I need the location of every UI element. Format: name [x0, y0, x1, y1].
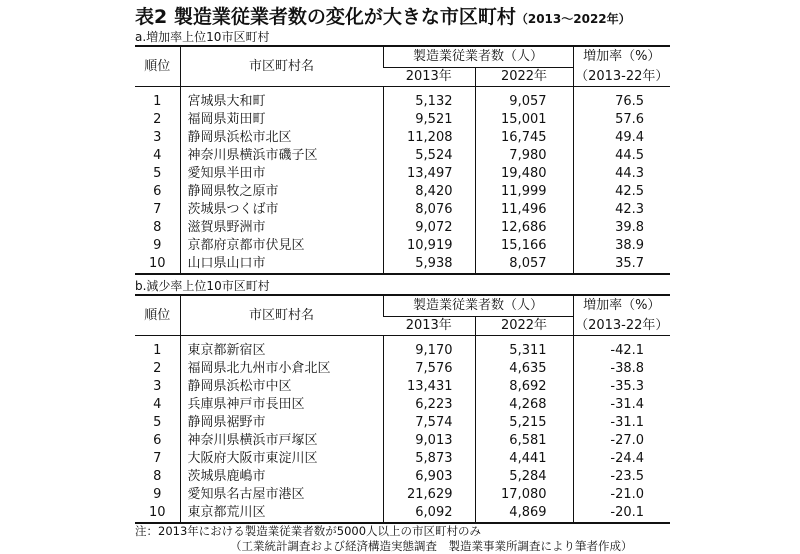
cell-employees-2022: 5,215	[475, 414, 573, 432]
increase-table	[135, 45, 670, 275]
cell-employees-2022: 8,692	[475, 378, 573, 396]
cell-rate: 38.9	[573, 237, 670, 255]
cell-rank: 7	[153, 451, 162, 466]
cell-employees-2013: 10,919	[383, 237, 475, 255]
cell-rank: 4	[153, 397, 162, 412]
cell-rank: 8	[153, 220, 162, 235]
cell-employees-2022: 4,441	[475, 450, 573, 468]
header-municipality: 市区町村名	[180, 46, 383, 87]
cell-employees-2013: 8,420	[383, 183, 475, 201]
cell-rank: 6	[153, 433, 162, 448]
table-row	[135, 414, 670, 432]
cell-municipality: 茨城県鹿嶋市	[180, 468, 383, 486]
cell-municipality: 愛知県名古屋市港区	[180, 486, 383, 504]
table-row	[135, 147, 670, 165]
cell-employees-2013: 6,092	[383, 504, 475, 523]
cell-rate: -20.1	[573, 504, 670, 523]
cell-employees-2022: 15,166	[475, 237, 573, 255]
header-municipality: 市区町村名	[180, 295, 383, 336]
cell-rate: 35.7	[573, 255, 670, 274]
cell-rank: 6	[153, 184, 162, 199]
cell-rate: 42.5	[573, 183, 670, 201]
cell-employees-2013: 9,072	[383, 219, 475, 237]
cell-rank: 2	[153, 361, 162, 376]
cell-municipality: 滋賀県野洲市	[180, 219, 383, 237]
table-row	[135, 360, 670, 378]
header-rank: 順位	[144, 58, 171, 74]
cell-employees-2013: 5,524	[383, 147, 475, 165]
table-row	[135, 378, 670, 396]
cell-municipality: 福岡県苅田町	[180, 111, 383, 129]
cell-employees-2013: 5,873	[383, 450, 475, 468]
cell-employees-2022: 4,268	[475, 396, 573, 414]
header-rate: 増加率（%）	[573, 46, 670, 68]
table-row	[135, 432, 670, 450]
header-year-2013: 2013年	[383, 68, 475, 87]
table-row	[135, 111, 670, 129]
cell-municipality: 福岡県北九州市小倉北区	[180, 360, 383, 378]
cell-rate: -23.5	[573, 468, 670, 486]
cell-rate: -35.3	[573, 378, 670, 396]
cell-rank: 3	[153, 379, 162, 394]
cell-rate: -21.0	[573, 486, 670, 504]
cell-municipality: 神奈川県横浜市磯子区	[180, 147, 383, 165]
table-title	[135, 4, 670, 30]
table-row	[135, 450, 670, 468]
cell-municipality: 神奈川県横浜市戸塚区	[180, 432, 383, 450]
cell-municipality: 愛知県半田市	[180, 165, 383, 183]
cell-municipality: 静岡県浜松市中区	[180, 378, 383, 396]
cell-employees-2013: 6,903	[383, 468, 475, 486]
table-row	[135, 237, 670, 255]
table-row	[135, 255, 670, 274]
table-row	[135, 87, 670, 112]
cell-rank: 4	[153, 148, 162, 163]
cell-rate: -24.4	[573, 450, 670, 468]
cell-employees-2022: 15,001	[475, 111, 573, 129]
cell-employees-2022: 5,284	[475, 468, 573, 486]
footnote: 注：2013年における製造業従業者数が5000人以上の市区町村のみ	[135, 524, 482, 538]
table-row	[135, 504, 670, 523]
table-row	[135, 183, 670, 201]
header-rate-period: （2013-22年）	[573, 317, 670, 336]
cell-rate: -38.8	[573, 360, 670, 378]
cell-employees-2013: 7,576	[383, 360, 475, 378]
header-employees: 製造業従業者数（人）	[383, 295, 573, 317]
cell-municipality: 兵庫県神戸市長田区	[180, 396, 383, 414]
cell-rate: 49.4	[573, 129, 670, 147]
cell-rate: -31.1	[573, 414, 670, 432]
cell-employees-2022: 11,999	[475, 183, 573, 201]
title-text: 表2 製造業従業者数の変化が大きな市区町村	[135, 6, 516, 28]
decrease-table-body	[135, 336, 670, 524]
cell-rank: 3	[153, 130, 162, 145]
cell-rate: -31.4	[573, 396, 670, 414]
cell-employees-2013: 6,223	[383, 396, 475, 414]
cell-employees-2022: 4,869	[475, 504, 573, 523]
cell-rank: 9	[153, 238, 162, 253]
section-label-b: b.減少率上位10市区町村	[135, 279, 270, 293]
cell-rate: 44.5	[573, 147, 670, 165]
cell-employees-2022: 6,581	[475, 432, 573, 450]
cell-rank: 10	[148, 505, 166, 520]
document	[135, 4, 670, 554]
cell-rank: 1	[153, 94, 162, 109]
header-employees: 製造業従業者数（人）	[383, 46, 573, 68]
cell-employees-2022: 9,057	[475, 87, 573, 112]
table-row	[135, 336, 670, 361]
cell-employees-2022: 17,080	[475, 486, 573, 504]
cell-employees-2022: 16,745	[475, 129, 573, 147]
cell-employees-2013: 8,076	[383, 201, 475, 219]
header-year-2022: 2022年	[475, 317, 573, 336]
increase-table-body	[135, 87, 670, 275]
cell-rate: -27.0	[573, 432, 670, 450]
header-year-2013: 2013年	[383, 317, 475, 336]
header-rate: 増加率（%）	[573, 295, 670, 317]
table-row	[135, 129, 670, 147]
cell-municipality: 宮城県大和町	[180, 87, 383, 112]
cell-rate: 39.8	[573, 219, 670, 237]
cell-rate: 44.3	[573, 165, 670, 183]
cell-rank: 7	[153, 202, 162, 217]
cell-municipality: 茨城県つくば市	[180, 201, 383, 219]
header-year-2022: 2022年	[475, 68, 573, 87]
cell-employees-2013: 13,431	[383, 378, 475, 396]
cell-rank: 5	[153, 415, 162, 430]
cell-employees-2022: 5,311	[475, 336, 573, 361]
cell-rank: 9	[153, 487, 162, 502]
cell-rank: 1	[153, 343, 162, 358]
cell-municipality: 京都府京都市伏見区	[180, 237, 383, 255]
cell-municipality: 静岡県裾野市	[180, 414, 383, 432]
decrease-table	[135, 294, 670, 524]
table-row	[135, 396, 670, 414]
header-rank: 順位	[144, 307, 171, 323]
table-row	[135, 486, 670, 504]
cell-rate: 57.6	[573, 111, 670, 129]
cell-employees-2013: 11,208	[383, 129, 475, 147]
cell-employees-2013: 7,574	[383, 414, 475, 432]
cell-municipality: 静岡県浜松市北区	[180, 129, 383, 147]
cell-employees-2022: 19,480	[475, 165, 573, 183]
cell-municipality: 東京都新宿区	[180, 336, 383, 361]
cell-municipality: 大阪府大阪市東淀川区	[180, 450, 383, 468]
cell-employees-2013: 5,132	[383, 87, 475, 112]
table-row	[135, 165, 670, 183]
cell-employees-2022: 12,686	[475, 219, 573, 237]
source-note: （工業統計調査および経済構造実態調査 製造業事業所調査により筆者作成）	[230, 539, 633, 553]
cell-municipality: 山口県山口市	[180, 255, 383, 274]
header-rate-period: （2013-22年）	[573, 68, 670, 87]
cell-employees-2013: 9,170	[383, 336, 475, 361]
table-row	[135, 201, 670, 219]
table-row	[135, 468, 670, 486]
cell-rank: 8	[153, 469, 162, 484]
section-label-a: a.増加率上位10市区町村	[135, 30, 270, 44]
cell-municipality: 東京都荒川区	[180, 504, 383, 523]
cell-employees-2013: 21,629	[383, 486, 475, 504]
cell-rank: 10	[148, 256, 166, 271]
cell-employees-2022: 7,980	[475, 147, 573, 165]
cell-rate: 76.5	[573, 87, 670, 112]
cell-employees-2013: 13,497	[383, 165, 475, 183]
cell-rate: 42.3	[573, 201, 670, 219]
cell-employees-2013: 5,938	[383, 255, 475, 274]
cell-rate: -42.1	[573, 336, 670, 361]
cell-employees-2022: 11,496	[475, 201, 573, 219]
title-range: （2013〜2022年）	[515, 12, 631, 26]
table-row	[135, 219, 670, 237]
cell-employees-2013: 9,013	[383, 432, 475, 450]
cell-employees-2022: 4,635	[475, 360, 573, 378]
cell-employees-2022: 8,057	[475, 255, 573, 274]
cell-rank: 2	[153, 112, 162, 127]
cell-rank: 5	[153, 166, 162, 181]
cell-municipality: 静岡県牧之原市	[180, 183, 383, 201]
cell-employees-2013: 9,521	[383, 111, 475, 129]
